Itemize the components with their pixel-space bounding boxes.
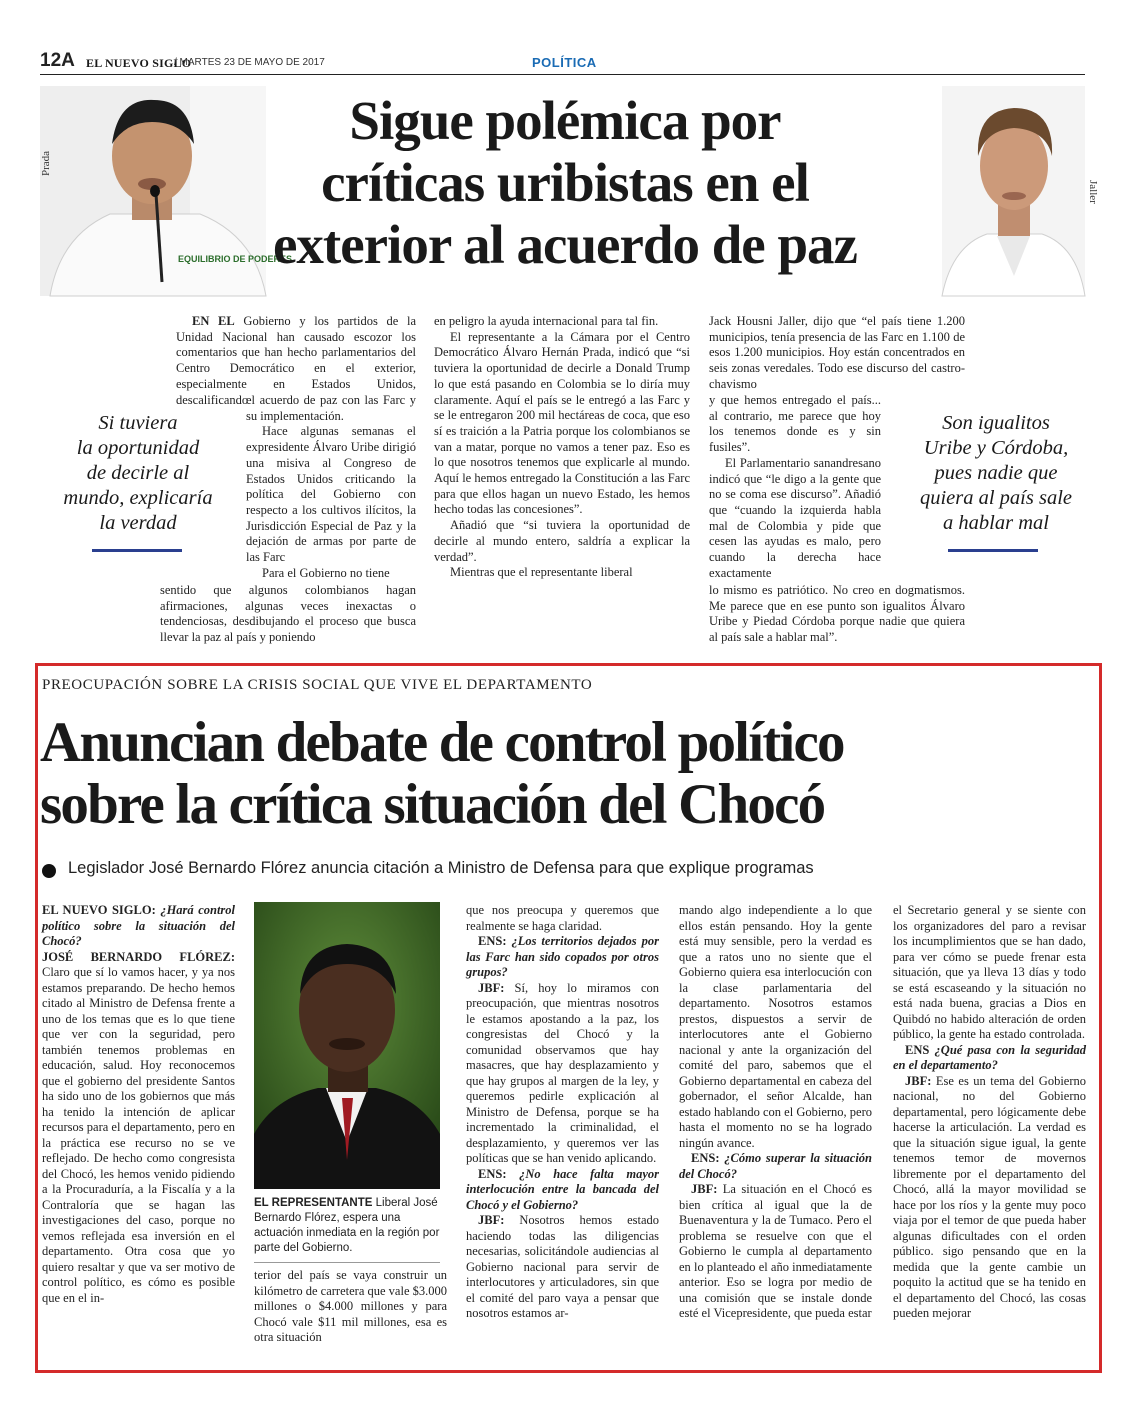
newspaper-name: EL NUEVO SIGLO (86, 56, 192, 70)
photo-jaller (942, 86, 1085, 296)
header-rule (40, 74, 1085, 75)
caption-label: EL REPRESENTANTE (254, 1197, 373, 1209)
photo-jose-bernardo-florez (254, 902, 440, 1189)
photo-caption-jaller: Jaller (1087, 180, 1099, 204)
pull-quote-line: a hablar mal (943, 512, 1049, 534)
article-kicker: PREOCUPACIÓN SOBRE LA CRISIS SOCIAL QUE VIVE EL DEPARTAMENTO (42, 677, 593, 693)
pull-quote-line: Uribe y Córdoba, (923, 437, 1069, 459)
answer-text: terior del país se vaya construir un kilómetro de carretera que vale $3.000 millones o $4.000 millones y para Chocó vale $11 mil millones, esa es otra situación (254, 1268, 447, 1344)
answer-text: Nosotros hemos estado haciendo todas las diligencias necesarias, solicitándole audiencias al Gobierno nacional para servir de interlocutores y articuladores, sin que el comité del paro vaya a pensar que nosotros estamos ar- (466, 1213, 659, 1320)
pull-quote-line: pues nadie que (934, 462, 1058, 484)
publication-date: / MARTES 23 DE MAYO DE 2017 (174, 57, 325, 68)
answer-text: La situación en el Chocó es bien crítica al igual que la de Buenaventura y la de Tumaco. Pero el problema se resuelve con que el Gobierno le cumpla al departamento en lo planteado el año inmediatamente anterior. Eso se logra por medio de una comisión que se instale donde esté el Vicepresidente, que pueda estar (679, 1182, 872, 1320)
pull-quote-line: quiera al país sale (919, 487, 1073, 509)
article-subhead: Legislador José Bernardo Flórez anuncia citación a Ministro de Defensa para que explique programas (68, 859, 814, 877)
portrait-florez-image (254, 902, 440, 1189)
top-col1-lower (160, 583, 416, 646)
body-text: Hace algunas semanas el expresidente Álvaro Uribe dirigió una misiva al Congreso de Estados Unidos criticando la política del Gobierno con respecto a los cultivos ilícitos, la Jurisdicción Especial de Paz y la dejación de armas por parte de las Farc (246, 424, 416, 565)
pull-quote-rule-right (948, 549, 1038, 552)
speaker-label: JBF: (691, 1182, 718, 1196)
top-col3-middle (709, 393, 881, 581)
pull-quote-left (40, 411, 236, 536)
body-text: el acuerdo de paz con las Farc y su implementación. (246, 393, 416, 423)
pull-quote-line: Si tuviera (98, 412, 178, 434)
answer-text: que nos preocupa y queremos que realmente se haga claridad. (466, 903, 659, 933)
section-label[interactable]: POLÍTICA (532, 55, 597, 70)
body-text: El representante a la Cámara por el Centro Democrático Álvaro Hernán Prada, indicó que “si tuviera la oportunidad de decirle a Donald Trump lo que está pasando en Colombia se lo diría muy claramente. Aquí el país se le entregó a las Farc y se le entregaron 200 mil hectáreas de coca, que eso sí es traición a la Patria porque los colombianos se van a matar, porque no vamos a tener paz. Eso es lo que nosotros tenemos que explicarle al mundo. Aquí le hemos entregado la Constitución a las Farc para que ellos hagan un nuevo Estado, les hemos hecho todas las concesiones”. (434, 329, 690, 517)
headline-line-2: críticas uribistas en el (321, 152, 809, 213)
page-number: 12A (40, 50, 75, 71)
body-text: Mientras que el representante liberal (450, 565, 633, 580)
speaker-label: EL NUEVO SIGLO: (42, 903, 156, 917)
top-article-headline (240, 90, 890, 276)
body-text: Jack Housni Jaller, dijo que “el país tiene 1.200 municipios, tenía presencia de las Farc en 1.100 de esos 1.200 municipios. Hoy están concentrados en seis zonas veredales. Todo ese discurso del castro-chavismo (709, 314, 965, 391)
answer-text: el Secretario general y se siente con los organizadores del paro a revisar los incumplimientos que se han dado, para ver cómo se puede frenar esta situación, que ya lleva 13 días y todo se está escaseando y la situación no está nada buena, gracias a Dios en Quibdó no habido alteración de orden público, la gente ha estado controlada. (893, 903, 1086, 1041)
interview-col5 (893, 903, 1086, 1322)
body-text: sentido que algunos colombianos hagan afirmaciones, algunas veces inexactas o tendenciosas, desdibujando el proceso que busca llevar la paz al país y poniendo (160, 583, 416, 645)
speaker-label: ENS: (478, 1166, 507, 1181)
caption-rule (254, 1262, 440, 1263)
svg-text:EQUILIBRIO DE PODERES: EQUILIBRIO DE PODERES (178, 254, 293, 264)
pull-quote-line: de decirle al (86, 462, 190, 484)
pull-quote-rule-left (92, 549, 182, 552)
answer-text: mando algo independiente a lo que ellos están pensando. Hoy la gente está muy sensible, pero la verdad es que a ratos uno no siente que el Gobierno quiera esa interlocución con la clase parlamentaria del departamento. Nosotros estamos prestos, dispuestos a servir de interlocutores ante el Gobierno nacional y ante la organización del comité del paro, sabemos que el Gobierno departamental en cabeza del gobernador, el señor Alcalde, han estado hablando con el Gobierno, pero hasta el momento no se ha logrado ningún avance. (679, 903, 872, 1150)
speaker-label: ENS (905, 1042, 930, 1057)
speaker-label: ENS: (478, 934, 507, 948)
question-text: ¿Cómo superar la situación del Chocó? (679, 1151, 872, 1181)
answer-text: Sí, hoy lo miramos con preocupación, que mientras nosotros le estamos apostando a la paz, los congresistas del Chocó y la comunidad observamos que hay masacres, que hay desplazamiento y que hay grupos al margen de la ley, y queremos pedirle explicación al Ministro de Defensa, porque se ha incrementado la criminalidad, el desplazamiento, y queremos ver las políticas que se han venido aplicando. (466, 980, 659, 1165)
body-text: lo mismo es patriótico. No creo en dogmatismos. Me parece que en ese punto son igualitos Álvaro Uribe y Piedad Córdoba porque nadie que quiera al país sale a hablar mal”. (709, 583, 965, 645)
photo-prada (40, 86, 293, 296)
body-text: Añadió que “si tuviera la oportunidad de decirle al mundo entero, saldría a explicar la verdad”. (434, 518, 690, 564)
headline-line-3: exterior al acuerdo de paz (273, 214, 857, 275)
speaker-label: JBF: (905, 1073, 932, 1088)
top-col2 (434, 314, 690, 581)
body-text: Gobierno y los partidos de la Unidad Nacional han causado escozor los comentarios que han hecho parlamentarios del Centro Democrático en el exterior, especialmente en Estados Unidos, descalificando (176, 314, 416, 407)
lead-in: EN EL (192, 314, 235, 328)
bullet-icon (42, 864, 56, 878)
portrait-jaller-image (942, 86, 1085, 296)
photo-caption-prada: Prada (40, 150, 52, 176)
pull-quote-line: mundo, explicaría (63, 487, 213, 509)
interview-col1 (42, 903, 235, 1306)
photo-caption-representative (254, 1196, 450, 1256)
answer-text: Claro que sí lo vamos hacer, y ya nos estamos preparando. De hecho hemos citado al Ministro de Defensa frente a uno de los temas que es lo que tiene que ver con la seguridad, pero también tenemos problemas en educación, salud. Hoy reconocemos que el gobierno del presidente Santos ha sido uno de los gobiernos que más ha tenido la intención de aplicar recursos para el departamento, pero en la práctica ese recurso no se ve reflejado. De hecho como congresista del Chocó, les hemos venido pidiendo a la Procuraduría, a la Fiscalía y a la Contraloría que se hagan las investigaciones del caso, porque no vemos reflejada esa inversión en el departamento. Otra cosa que yo quiero resaltar y que va ser motivo de control político, es cómo es posible que en el in- (42, 965, 235, 1305)
top-col3-upper (709, 314, 965, 393)
speaker-label: JBF: (478, 980, 505, 995)
body-text: El Parlamentario sanandresano indicó que “le digo a la gente que no se coma ese discurso”. Añadió que “cuando la izquierda habla mal de Colombia y pide que cesen las ayudas es malo, pero cuando la derecha hace exactamente (709, 455, 881, 580)
headline-line-1: Anuncian debate de control político (40, 711, 844, 774)
portrait-prada-image (40, 86, 293, 296)
top-col1-middle (246, 393, 416, 581)
pull-quote-line: Son igualitos (942, 412, 1050, 434)
headline-line-1: Sigue polémica por (349, 90, 781, 151)
interview-col4 (679, 903, 872, 1322)
body-text: Para el Gobierno no tiene (262, 565, 390, 580)
boxed-article-headline (40, 712, 1100, 836)
pull-quote-right (888, 411, 1104, 536)
question-text: ¿Los territorios dejados por las Farc han sido copados por otros grupos? (466, 934, 659, 979)
speaker-label: JBF: (478, 1213, 505, 1227)
interview-col2 (254, 1268, 447, 1346)
question-text: ¿Hará control político sobre la situación del Chocó? (42, 903, 236, 948)
pull-quote-line: la verdad (99, 512, 177, 534)
question-text: ¿Qué pasa con la seguridad en el departamento? (893, 1042, 1086, 1072)
question-text: ¿No hace falta mayor interlocución entre la bancada del Chocó y el Gobierno? (466, 1166, 659, 1212)
interview-col3 (466, 903, 659, 1322)
answer-text: Ese es un tema del Gobierno nacional, no del Gobierno departamental, pero lógicamente debe hacerse la articulación. La verdad es que la situación sigue igual, la gente tenemos temor de movernos libremente por el departamento del Chocó, allá la mayor movilidad se hace por los ríos y la gente muy poco viaja por el temor de que pueda haber algunas dificultades con el orden público. sigo pensando que en la medida que la gente cambie un poquito la actitud que se ha tenido en el departamento del Chocó, las cosas pueden mejorar (893, 1073, 1087, 1320)
caption-text: Liberal José Bernardo Flórez, espera una actuación inmediata en la región por parte del Gobierno. (254, 1197, 440, 1254)
top-col3-lower (709, 583, 965, 646)
body-text: en peligro la ayuda internacional para tal fin. (434, 314, 659, 328)
pull-quote-line: la oportunidad (76, 437, 200, 459)
headline-line-2: sobre la crítica situación del Chocó (40, 773, 825, 836)
speaker-label: JOSÉ BERNARDO FLÓREZ: (42, 949, 235, 964)
body-text: y que hemos entregado el país... al contrario, me parece que hoy los tenemos donde es y sin fusiles”. (709, 393, 881, 455)
speaker-label: ENS: (691, 1151, 720, 1165)
